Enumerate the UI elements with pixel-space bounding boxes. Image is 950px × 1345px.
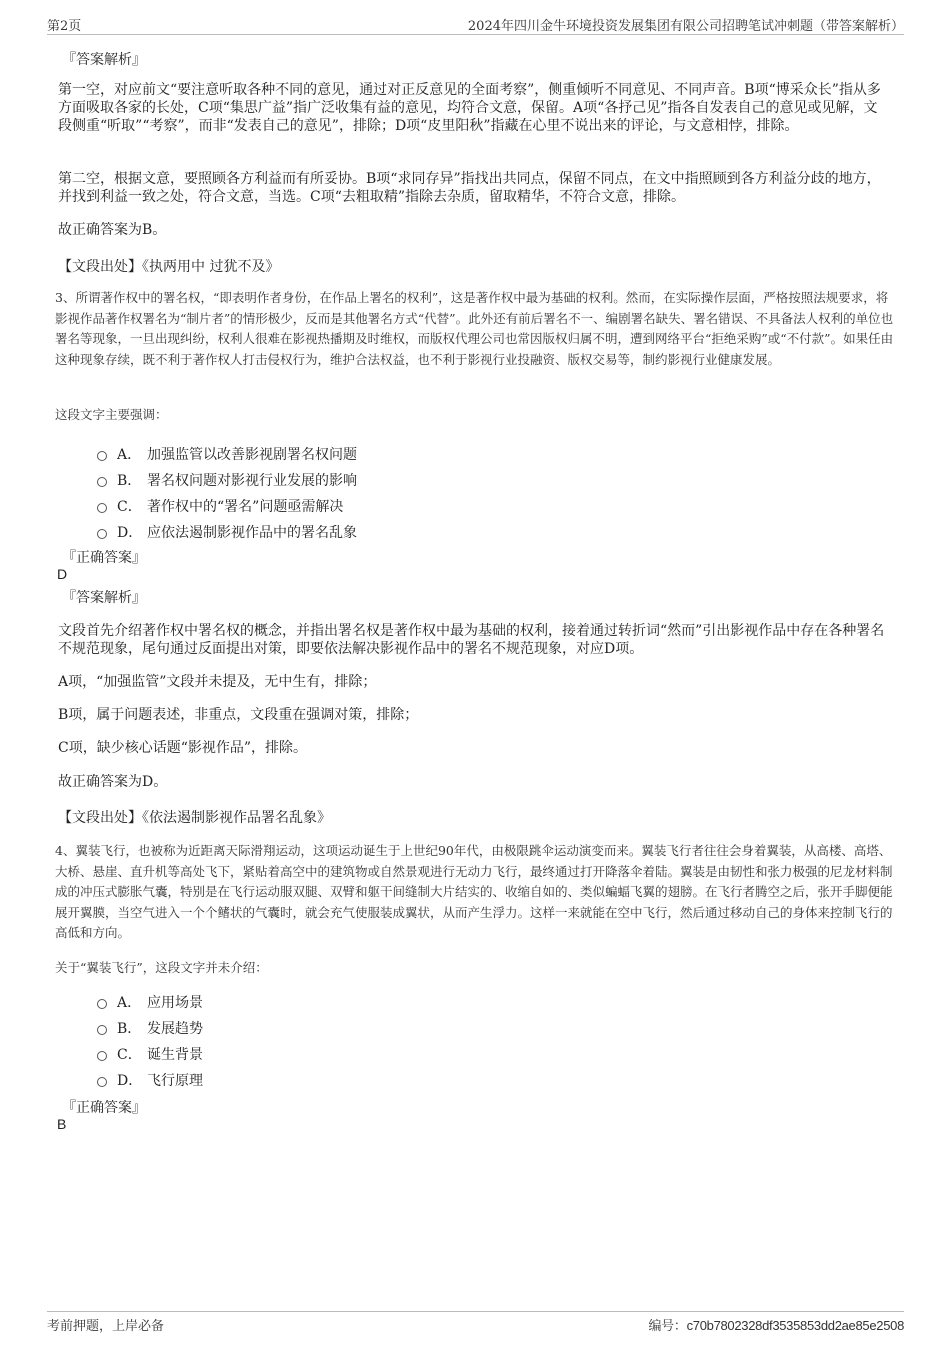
page-footer — [47, 1311, 904, 1333]
radio-icon[interactable] — [97, 503, 107, 513]
radio-icon[interactable] — [97, 1051, 107, 1061]
q3-option-d[interactable]: D． 应依法遏制影视作品中的署名乱象 — [97, 519, 357, 545]
footer-slogan: 考前押题，上岸必备 — [47, 1319, 165, 1334]
q4-text: 4、翼装飞行，也被称为近距离天际滑翔运动，这项运动诞生于上世纪90年代，由极限跳伞运动演变而来。翼装飞行者往往会身着翼装，从高楼、高塔、大桥、悬崖、直升机等高处飞下，紧贴着高空中的建筑物或自然景观进行无动力飞行，最终通过打开降落伞着陆。翼装是由韧性和张力极强的尼龙材料制成的冲压式膨胀气囊，特别是在飞行运动服双腿、双臂和躯干间缝制大片结实的、收缩自如的、类似蝙蝠飞翼的翅膀。在飞行者腾空之后，张开手脚便能展开翼膜，当空气进入一个个鳍状的气囊时，就会充气使服装成翼状，从而产生浮力。这样一来就能在空中飞行，然后通过移动自己的身体来控制飞行的高低和方向。 — [55, 843, 893, 940]
q4-option-d[interactable]: D． 飞行原理 — [97, 1067, 203, 1093]
q4-stem: 关于“翼装飞行”，这段文字并未介绍： — [55, 960, 268, 975]
q3-text: 3、所谓著作权中的署名权，“即表明作者身份，在作品上署名的权利”，这是著作权中最为基础的权利。然而，在实际操作层面，严格按照法规要求，将影视作品著作权署名为“制片者”的情形极少，反而是其他署名方式“代替”。此外还有前后署名不一、编剧署名缺失、署名错误、不具备法人权利的单位也署名等现象，一旦出现纠纷，权利人很难在影视热播期及时维权，而版权代理公司也常因版权归属不明，遭到网络平台“拒绝采购”或“不付款”。如果任由这种现象存续，既不利于著作权人打击侵权行为，维护合法权益，也不利于影视行业投融资、版权交易等，制约影视行业健康发展。 — [55, 290, 894, 367]
q3-stem: 这段文字主要强调： — [55, 407, 168, 422]
q3-analysis-a4: C项，缺少核心话题“影视作品”，排除。 — [58, 740, 308, 756]
radio-icon[interactable] — [97, 1025, 107, 1035]
radio-icon[interactable] — [97, 1077, 107, 1087]
q2-analysis-p1: 第一空，对应前文“要注意听取各种不同的意见，通过对正反意见的全面考察”，侧重倾听不同意见、不同声音。B项“博采众长”指从多方面吸取各家的长处，C项“集思广益”指广泛收集有益的意见，均符合文意，保留。A项“各抒己见”指各自发表自己的意见或见解，文段侧重“听取”“考察”，而非“发表自己的意见”，排除；D项“皮里阳秋”指藏在心里不说出来的评论，与文意相悖，排除。 — [58, 82, 881, 134]
q3-analysis-a2: A项，“加强监管”文段并未提及，无中生有，排除； — [58, 674, 377, 690]
q4-answer: B — [57, 1116, 67, 1132]
q4-option-b[interactable]: B． 发展趋势 — [97, 1015, 203, 1041]
q3-option-c[interactable]: C． 著作权中的“署名”问题亟需解决 — [97, 493, 357, 519]
q4-options — [97, 989, 203, 1093]
q2-source: 【文段出处】《执两用中 过犹不及》 — [58, 259, 280, 275]
q2-analysis-p2: 第二空，根据文意，要照顾各方利益而有所妥协。B项“求同存异”指找出共同点，保留不同点，在文中指照顾到各方利益分歧的地方，并找到利益一致之处，符合文意，当选。C项“去粗取精”指除去杂质，留取精华，不符合文意，排除。 — [58, 171, 881, 205]
q4-option-c[interactable]: C． 诞生背景 — [97, 1041, 203, 1067]
document-title: 2024年四川金牛环境投资发展集团有限公司招聘笔试冲刺题（带答案解析） — [467, 19, 904, 34]
q3-analysis-label: 『答案解析』 — [62, 590, 146, 606]
radio-icon[interactable] — [97, 451, 107, 461]
q4-option-a[interactable]: A． 应用场景 — [97, 989, 203, 1015]
q3-options — [97, 441, 357, 545]
q4-answer-label: 『正确答案』 — [62, 1100, 146, 1116]
radio-icon[interactable] — [97, 999, 107, 1009]
radio-icon[interactable] — [97, 477, 107, 487]
q3-source: 【文段出处】《依法遏制影视作品署名乱象》 — [58, 810, 331, 826]
q3-analysis-a3: B项，属于问题表述，非重点，文段重在强调对策，排除； — [58, 707, 419, 723]
q3-analysis-a1: 文段首先介绍著作权中署名权的概念，并指出署名权是著作权中最为基础的权利，接着通过转折词“然而”引出影视作品中存在各种署名不规范现象，尾句通过反面提出对策，即要依法解决影视作品中的署名不规范现象，对应D项。 — [58, 623, 885, 657]
q3-option-b[interactable]: B． 署名权问题对影视行业发展的影响 — [97, 467, 357, 493]
document-id: 编号：c70b7802328df3535853dd2ae85e2508 — [648, 1318, 904, 1333]
q3-option-a[interactable]: A． 加强监管以改善影视剧署名权问题 — [97, 441, 357, 467]
q3-answer-label: 『正确答案』 — [62, 550, 146, 566]
page-header — [47, 15, 904, 35]
radio-icon[interactable] — [97, 529, 107, 539]
q3-conclusion: 故正确答案为D。 — [58, 774, 168, 790]
q3-answer: D — [57, 566, 68, 582]
page-number: 第2页 — [47, 19, 82, 34]
q2-analysis-label: 『答案解析』 — [62, 52, 146, 68]
q2-conclusion: 故正确答案为B。 — [58, 222, 167, 238]
